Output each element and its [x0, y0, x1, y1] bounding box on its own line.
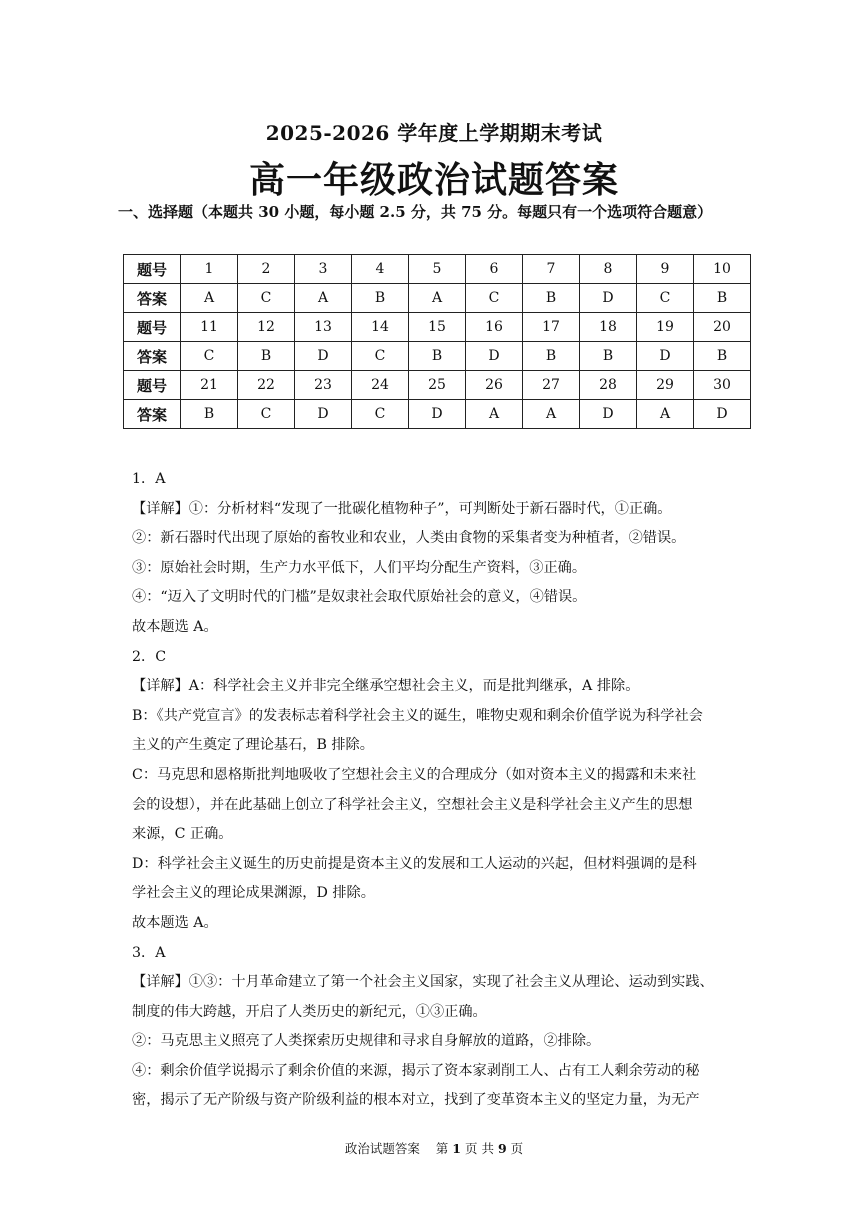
answer-cell: B	[694, 342, 751, 371]
answer-cell: D	[580, 284, 637, 313]
text-line: ④：剩余价值学说揭示了剩余价值的来源，揭示了资本家剥削工人、占有工人剩余劳动的秘	[132, 1062, 700, 1079]
section-heading: 一、选择题（本题共 30 小题，每小题 2.5 分，共 75 分。每题只有一个选项符合题意）	[118, 203, 713, 221]
table-row	[124, 342, 751, 371]
answer-cell: D	[466, 342, 523, 371]
question-number-cell: 5	[409, 255, 466, 284]
answer-cell: B	[694, 284, 751, 313]
footer-page-total: 9	[497, 1141, 507, 1156]
answer-cell: D	[409, 400, 466, 429]
question-number-cell: 21	[181, 371, 238, 400]
question-number-cell: 9	[637, 255, 694, 284]
answer-cell: A	[466, 400, 523, 429]
footer-page-number: 1	[452, 1141, 461, 1156]
text-line: 2．C	[132, 648, 167, 665]
question-number-cell: 24	[352, 371, 409, 400]
question-number-cell: 8	[580, 255, 637, 284]
answer-cell: C	[466, 284, 523, 313]
question-number-cell: 16	[466, 313, 523, 342]
question-number-cell: 23	[295, 371, 352, 400]
question-number-cell: 7	[523, 255, 580, 284]
text-line: C：马克思和恩格斯批判地吸收了空想社会主义的合理成分（如对资本主义的揭露和未来社	[132, 766, 697, 783]
question-number-header-cell: 题号	[124, 313, 181, 342]
answer-cell: B	[523, 342, 580, 371]
question-number-cell: 13	[295, 313, 352, 342]
footer-doc-name: 政治试题答案	[344, 1141, 420, 1156]
question-number-cell: 27	[523, 371, 580, 400]
question-number-cell: 15	[409, 313, 466, 342]
answer-cell: D	[295, 342, 352, 371]
answer-cell: C	[352, 342, 409, 371]
answer-cell: A	[409, 284, 466, 313]
table-row	[124, 313, 751, 342]
question-number-cell: 10	[694, 255, 751, 284]
text-line: 3．A	[132, 944, 166, 961]
answer-cell: A	[637, 400, 694, 429]
answer-cell: B	[523, 284, 580, 313]
question-number-header-cell: 题号	[124, 371, 181, 400]
answer-cell: D	[580, 400, 637, 429]
answer-cell: D	[694, 400, 751, 429]
question-number-cell: 12	[238, 313, 295, 342]
question-number-cell: 3	[295, 255, 352, 284]
question-number-cell: 29	[637, 371, 694, 400]
answer-cell: A	[181, 284, 238, 313]
table-row	[124, 284, 751, 313]
text-line: 故本题选 A。	[132, 618, 218, 635]
answer-cell: A	[523, 400, 580, 429]
question-number-cell: 6	[466, 255, 523, 284]
answer-table	[123, 254, 751, 429]
answer-cell: B	[181, 400, 238, 429]
text-line: 1．A	[132, 471, 166, 487]
question-number-cell: 30	[694, 371, 751, 400]
text-line: 密，揭示了无产阶级与资产阶级利益的根本对立，找到了变革资本主义的坚定力量，为无产	[132, 1092, 700, 1109]
answer-cell: C	[181, 342, 238, 371]
answer-header-cell: 答案	[124, 400, 181, 429]
question-number-cell: 26	[466, 371, 523, 400]
answer-cell: C	[238, 400, 295, 429]
text-line: B：《共产党宣言》的发表标志着科学社会主义的诞生，唯物史观和剩余价值学说为科学社会	[132, 707, 703, 724]
table-row	[124, 371, 751, 400]
answer-cell: B	[580, 342, 637, 371]
footer-page-mid: 页 共	[464, 1141, 494, 1156]
table-row	[124, 255, 751, 284]
answer-cell: C	[238, 284, 295, 313]
text-line: 制度的伟大跨越，开启了人类历史的新纪元，①③正确。	[132, 1003, 487, 1020]
page-footer	[0, 1139, 868, 1157]
answer-header-cell: 答案	[124, 342, 181, 371]
question-number-cell: 22	[238, 371, 295, 400]
text-line: 【详解】①：分析材料“发现了一批碳化植物种子”，可判断处于新石器时代，①正确。	[132, 500, 672, 517]
text-line: 【详解】A：科学社会主义并非完全继承空想社会主义，而是批判继承，A 排除。	[132, 678, 640, 695]
question-number-cell: 14	[352, 313, 409, 342]
question-number-cell: 18	[580, 313, 637, 342]
question-number-cell: 28	[580, 371, 637, 400]
explanations	[132, 465, 747, 1116]
text-line: ③：原始社会时期，生产力水平低下，人们平均分配生产资料，③正确。	[132, 559, 587, 576]
table-row	[124, 400, 751, 429]
answer-header-cell: 答案	[124, 284, 181, 313]
question-number-cell: 11	[181, 313, 238, 342]
text-line: ④：“迈入了文明时代的门槛”是奴隶社会取代原始社会的意义，④错误。	[132, 589, 587, 606]
question-number-cell: 4	[352, 255, 409, 284]
answer-cell: A	[295, 284, 352, 313]
question-number-cell: 19	[637, 313, 694, 342]
text-line: 故本题选 A。	[132, 914, 218, 931]
footer-page-prefix: 第	[435, 1141, 449, 1156]
page-title: 高一年级政治试题答案	[248, 159, 619, 201]
answer-cell: C	[637, 284, 694, 313]
question-number-header-cell: 题号	[124, 255, 181, 284]
answer-cell: C	[352, 400, 409, 429]
text-line: ②：新石器时代出现了原始的畜牧业和农业，人类由食物的采集者变为种植者，②错误。	[132, 530, 686, 547]
question-number-cell: 2	[238, 255, 295, 284]
text-line: 来源，C 正确。	[132, 826, 233, 843]
question-number-cell: 25	[409, 371, 466, 400]
answer-cell: B	[352, 284, 409, 313]
text-line: ②：马克思主义照亮了人类探索历史规律和寻求自身解放的道路，②排除。	[132, 1033, 601, 1050]
question-number-cell: 1	[181, 255, 238, 284]
answer-cell: B	[238, 342, 295, 371]
question-number-cell: 17	[523, 313, 580, 342]
text-line: 主义的产生奠定了理论基石，B 排除。	[132, 737, 374, 754]
answer-cell: B	[409, 342, 466, 371]
text-line: D：科学社会主义诞生的历史前提是资本主义的发展和工人运动的兴起，但材料强调的是科	[132, 855, 697, 872]
answer-cell: D	[637, 342, 694, 371]
answer-cell: D	[295, 400, 352, 429]
exam-term-heading: 2025-2026 学年度上学期期末考试	[265, 121, 603, 145]
text-line: 会的设想），并在此基础上创立了科学社会主义，空想社会主义是科学社会主义产生的思想	[132, 796, 693, 813]
question-number-cell: 20	[694, 313, 751, 342]
text-line: 【详解】①③：十月革命建立了第一个社会主义国家，实现了社会主义从理论、运动到实践、	[132, 974, 714, 991]
text-line: 学社会主义的理论成果渊源，D 排除。	[132, 885, 375, 902]
footer-page-suffix: 页	[510, 1141, 524, 1156]
